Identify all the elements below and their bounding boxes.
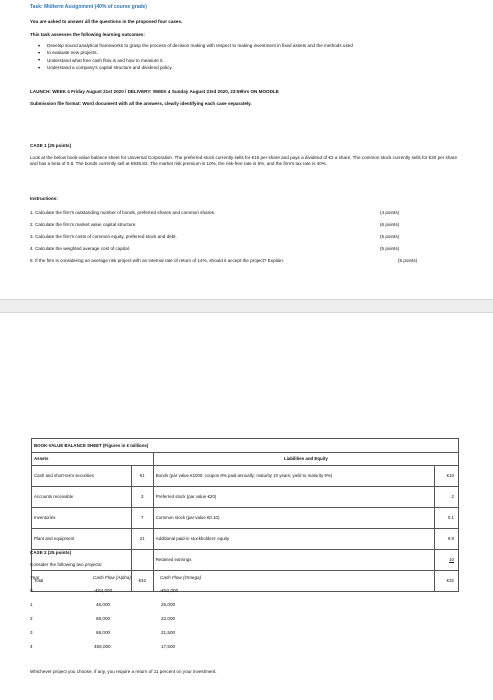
outcome-item: • Understand a company's capital structure and dividend policy. xyxy=(38,65,353,71)
table-row xyxy=(30,588,350,597)
outcome-item: • Develop sound analytical frameworks to grasp the process of decision making with respect to making investment in fixed assets and the methods used xyxy=(38,43,353,49)
outcome-item: • Understand what free cash flow is and how to measure it. xyxy=(38,58,353,64)
liability-label: Additional paid-in stockholders' equity xyxy=(153,529,434,550)
submission-line: Submission file format: Word document with all the answers, clearly identifying each case separately. xyxy=(30,101,252,106)
asset-label: Accounts receivable xyxy=(32,487,132,508)
instruction-question: 2. Calculate the firm's market value capital structure. xyxy=(30,222,137,227)
alpha-cell: -€64,000 xyxy=(94,588,113,593)
year-cell: 4 xyxy=(30,644,33,649)
case2-closing: Whichever project you choose, if any, you require a return of 11 percent on your investment. xyxy=(30,669,217,674)
omega-cell: 25,000 xyxy=(161,602,176,607)
year-cell: 1 xyxy=(30,602,33,607)
case1-title: CASE 1 (25 points) xyxy=(30,143,72,148)
outcome-item-continuation: • to evaluate new projects. xyxy=(38,50,353,56)
balance-sheet-table xyxy=(31,438,459,592)
asset-label: Cash and short-term securities xyxy=(32,466,132,487)
instruction-question: 3. Calculate the firm's costs of common equity, preferred stock and debt. xyxy=(30,234,177,239)
liability-amount: 9.9 xyxy=(435,529,459,550)
instruction-question: 4. Calculate the weighted average cost of capital. xyxy=(30,246,131,251)
instruction-points: (5 points) xyxy=(398,258,418,263)
case2-title: CASE 2 (25 points) xyxy=(30,550,72,555)
liability-amount: 10 xyxy=(435,550,459,571)
instruction-points: (5 points) xyxy=(380,234,400,239)
page-separator xyxy=(0,300,493,313)
document-page-1 xyxy=(0,0,493,300)
liabilities-header: Liabilities and Equity xyxy=(153,453,458,466)
liability-amount: €10 xyxy=(435,466,459,487)
assets-header: Assets xyxy=(32,453,154,466)
instruction-question: 1. Calculate the firm's outstanding number of bonds, preferred shares and common shares. xyxy=(30,210,216,215)
asset-label: Inventories xyxy=(32,508,132,529)
instruction-question: 5. If the firm is considering an average risk project with an internal rate of return of 14%, should it accept the project? Explain. xyxy=(30,258,285,263)
asset-label: Total xyxy=(32,571,132,592)
instruction-item xyxy=(30,222,460,230)
intro-text: You are asked to answer all the questions in the proposed four cases. xyxy=(30,19,183,24)
document-page-2 xyxy=(0,314,493,700)
table-row xyxy=(32,529,459,550)
omega-cell: 17,500 xyxy=(161,644,176,649)
liability-amount: €32 xyxy=(435,571,459,592)
table-row xyxy=(30,616,350,625)
table-row xyxy=(32,508,459,529)
alpha-cell: 68,000 xyxy=(96,616,111,621)
table-row xyxy=(32,487,459,508)
instruction-item xyxy=(30,246,460,254)
alpha-header: Cash Flow (Alpha) xyxy=(93,575,131,580)
balance-sheet-title: BOOK-VALUE BALANCE SHEET (Figures in € millions) xyxy=(32,439,459,453)
asset-amount: €1 xyxy=(131,466,153,487)
instruction-item xyxy=(30,234,460,242)
asset-amount: 3 xyxy=(131,487,153,508)
asset-amount: €32 xyxy=(131,571,153,592)
learning-outcomes-list xyxy=(38,43,353,73)
case2-intro: Consider the following two projects: xyxy=(30,562,103,567)
liability-amount: 0.1 xyxy=(435,508,459,529)
table-row xyxy=(30,644,350,653)
instruction-points: (6 points) xyxy=(380,222,400,227)
launch-line: LAUNCH: WEEK 4 Friday August 21st 2020 / DELIVERY: WEEK 4 Sunday August 23rd 2020, 23:59hrs ON MOODLE xyxy=(30,89,279,94)
instruction-points: (5 points) xyxy=(380,246,400,251)
asset-amount: 21 xyxy=(131,529,153,550)
omega-header: Cash Flow (Omega) xyxy=(160,575,202,580)
year-header: Year xyxy=(30,575,40,580)
liability-label: Preferred stock (par value €20) xyxy=(153,487,434,508)
table-row xyxy=(32,466,459,487)
instruction-item xyxy=(30,210,460,218)
asset-amount: 7 xyxy=(131,508,153,529)
liability-label: Common stock (par value €0.10) xyxy=(153,508,434,529)
table-row xyxy=(30,630,350,639)
instruction-item xyxy=(30,258,460,266)
task-title: Task: Midterm Assignment (40% of course grade) xyxy=(30,4,147,10)
alpha-cell: 68,000 xyxy=(96,630,111,635)
outcomes-heading: This task assesses the following learning outcomes: xyxy=(30,32,145,37)
instructions-heading: Instructions: xyxy=(30,196,58,201)
asset-amount xyxy=(131,550,153,571)
liability-amount: 2 xyxy=(435,487,459,508)
year-cell: 2 xyxy=(30,616,33,621)
omega-cell: 21,500 xyxy=(161,630,176,635)
case1-description: Look at the below book-value balance sheet for Universal Corporation. The preferred stock currently sells for €15 per share and pays a dividend of €2 a share. The common stock currently sells for €20 per share and has a beta of 0.8. The bonds currently sell at €935.82. The market risk premium is 10%, the risk-free rate is 6%, and the firm's tax rate is 40%. xyxy=(30,155,458,167)
alpha-cell: 458,000 xyxy=(94,644,111,649)
liability-label: Bonds (par value €1000; coupon 8% paid annually; maturity 10 years; yield to maturity 9%) xyxy=(153,466,434,487)
omega-cell: 22,000 xyxy=(161,616,176,621)
projects-header-row xyxy=(30,575,350,584)
year-cell: 0 xyxy=(30,588,33,593)
instruction-points: (4 points) xyxy=(380,210,400,215)
alpha-cell: 46,000 xyxy=(96,602,111,607)
asset-label: Plant and equipment xyxy=(32,529,132,550)
table-row xyxy=(30,602,350,611)
omega-cell: -€52,000 xyxy=(160,588,179,593)
year-cell: 3 xyxy=(30,630,33,635)
liability-label: Retained earnings xyxy=(153,550,434,571)
